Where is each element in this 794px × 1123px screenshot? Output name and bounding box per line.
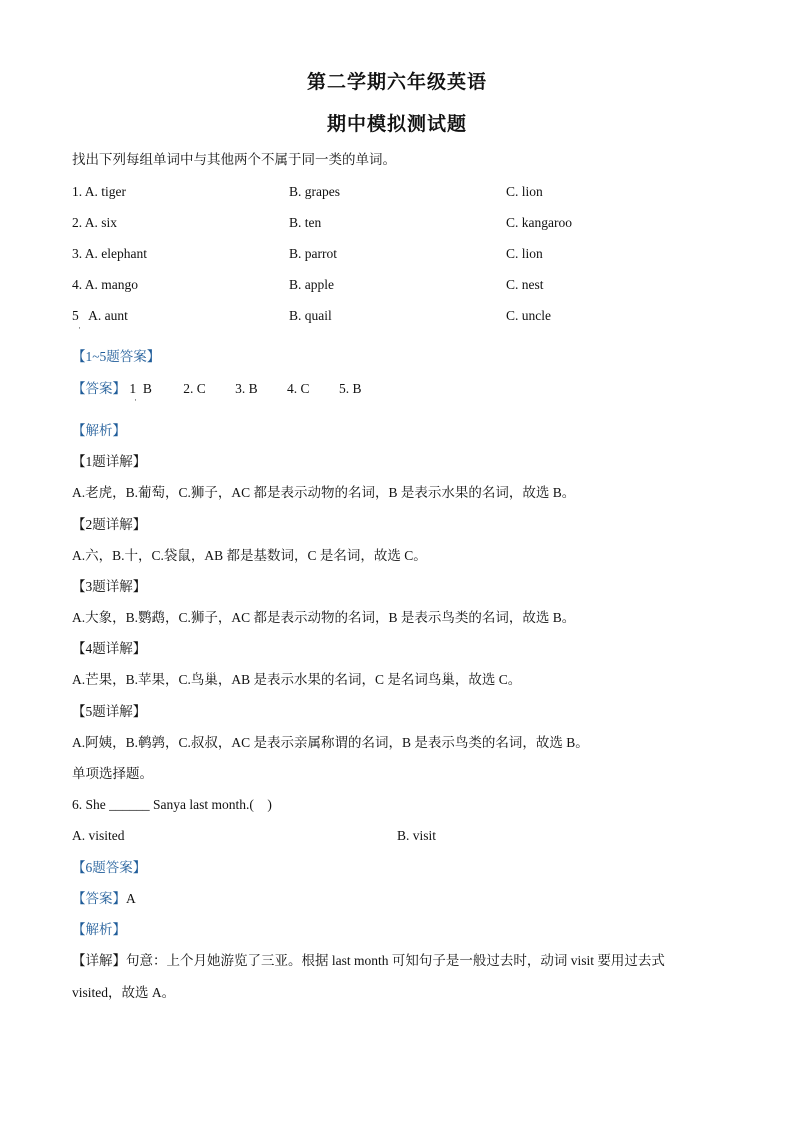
q1-option-b: B. grapes: [289, 184, 340, 199]
detail-text-1: A.老虎，B.葡萄，C.狮子，AC 都是表示动物的名词，B 是表示水果的名词，故选 B。: [72, 485, 576, 500]
answer-item: 1 B: [129, 381, 152, 396]
q3-option-a: 3. A. elephant: [72, 246, 147, 261]
answer-label: 【答案】: [72, 381, 126, 396]
detail-text-5: A.阿姨，B.鹌鹑，C.叔叔，AC 是表示亲属称谓的名词，B 是表示鸟类的名词，故选 B。: [72, 735, 589, 750]
q6-detail-line2: visited，故选 A。: [72, 985, 176, 1000]
analysis-label: 【解析】: [72, 423, 126, 438]
section2-instruction: 单项选择题。: [72, 766, 153, 781]
q4-option-a: 4. A. mango: [72, 277, 138, 292]
detail-text-4: A.芒果，B.苹果，C.鸟巢，AB 是表示水果的名词，C 是名词鸟巢，故选 C。: [72, 672, 522, 687]
answer-item: 3. B: [235, 381, 258, 396]
answer-line-6: [72, 892, 136, 906]
detail-heading-4: 【4题详解】: [72, 641, 147, 656]
q5-option-c: C. uncle: [506, 308, 551, 323]
q6-detail-line1: 【详解】句意：上个月她游览了三亚。根据 last month 可知句子是一般过去时，动词 visit 要用过去式: [72, 953, 665, 968]
q6-option-a: A. visited: [72, 828, 125, 843]
answer-item: 4. C: [287, 381, 310, 396]
q3-option-b: B. parrot: [289, 246, 337, 261]
stray-dot: ·: [78, 323, 81, 333]
q6-stem: 6. She ______ Sanya last month.( ): [72, 797, 272, 812]
section1-instruction: 找出下列每组单词中与其他两个不属于同一类的单词。: [72, 152, 396, 167]
q6-option-b: B. visit: [397, 828, 437, 843]
detail-heading-5: 【5题详解】: [72, 704, 147, 719]
q1-option-a: 1. A. tiger: [72, 184, 126, 199]
page-title: 第二学期六年级英语: [306, 72, 487, 93]
q4-option-b: B. apple: [289, 277, 334, 292]
detail-text-3: A.大象，B.鹦鹉，C.狮子，AC 都是表示动物的名词，B 是表示鸟类的名词，故选 B。: [72, 610, 576, 625]
q2-option-b: B. ten: [289, 215, 322, 230]
detail-heading-1: 【1题详解】: [72, 454, 147, 469]
detail-heading-2: 【2题详解】: [72, 517, 147, 532]
q2-option-c: C. kangaroo: [506, 215, 572, 230]
answer-header-6: 【6题答案】: [72, 860, 147, 875]
analysis-label-6: 【解析】: [72, 922, 126, 937]
detail-heading-3: 【3题详解】: [72, 579, 147, 594]
answer-item: 5. B: [338, 381, 362, 396]
q3-option-c: C. lion: [506, 246, 543, 261]
q5-option-a: 5 A. aunt: [72, 308, 128, 323]
answer-label: 【答案】: [72, 891, 126, 906]
q5-option-b: B. quail: [289, 308, 332, 323]
answer-item: 2. C: [183, 381, 206, 396]
answer-value: A: [126, 891, 136, 906]
q4-option-c: C. nest: [506, 277, 544, 292]
answer-header-1-5: 【1~5题答案】: [72, 349, 161, 364]
page-subtitle: 期中模拟测试题: [326, 114, 467, 135]
stray-dot: ·: [134, 395, 137, 405]
q2-option-a: 2. A. six: [72, 215, 118, 230]
detail-text-2: A.六，B.十，C.袋鼠，AB 都是基数词，C 是名词，故选 C。: [72, 548, 427, 563]
answer-line-1-5: [72, 382, 361, 396]
q1-option-c: C. lion: [506, 184, 543, 199]
